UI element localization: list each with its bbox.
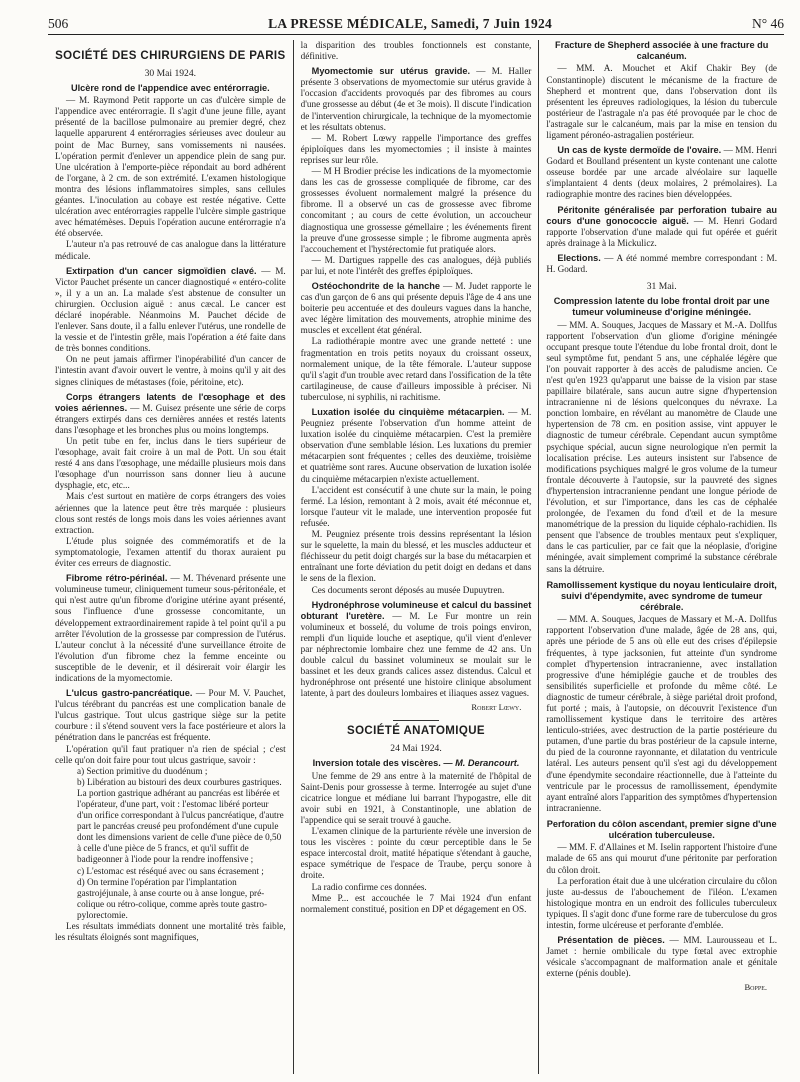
paragraph: — MM. A. Souques, Jacques de Massary et M.-A. Dollfus rapportent l'observation d'une malade, âgée de 28 ans, qui, après une période de 5 ans où elle eut des crises d'épilepsie fréquentes, à type jacksonien, fut atteinte d'un syndrome complet d'hypertension intracranienne, avec installation progressive d'une hémiplégie gauche et de troubles des sensibilités superficielle et profonde du même côté. Le diagnostic de tumeur cérébrale, à siège pariétal droit profond, fut porté ; mais, à l'autopsie, on découvrit l'existence d'un ramollissement kystique dans le territoire des artères lenticulo-striées, avec destruction de la partie postérieure du putamen, d'une partie du bras postérieur de la capsule interne, du pied de la couronne rayonnante, et dilatation du ventricule latéral. Les auteurs pensent qu'il s'est agi du développement d'une épendymite secondaire réactionnelle, due à l'atteinte du ventricule par le processus de ramollissement, épendymite ayant entraîné alors l'apparition des symptômes d'hypertension intracranienne. <box>546 614 778 813</box>
column-1 <box>48 40 293 1074</box>
divider <box>393 720 439 721</box>
paragraph: La radiothérapie montre avec une grande netteté : une fragmentation en trois petits noyaux du croissant osseux, normalement unique, de la tête fémorale. L'auteur suppose qu'il s'agit d'un trouble avec retard dans l'ossification de la tête cartilagineuse, de cause d'ailleurs impossible à préciser. Ni tuberculose, ni syphilis, ni rachitisme. <box>300 336 532 402</box>
paragraph: Myomectomie sur utérus gravide. — M. Haller présente 3 observations de myomectomie sur utérus gravide à l'occasion d'accidents provoqués par des fibromes au cours d'une grossesse au début (4e et 3e mois). Il discute l'indication de l'intervention chirurgicale, la technique de la myomectomie et les résultats obtenus. <box>300 66 532 132</box>
paragraph: Présentation de pièces. — MM. Laurousseau et L. Jamet : hernie ombilicale du type fœtal avec extrophie vésicale s'accompagnant de malformation anale et génitale externe (pénis double). <box>546 935 778 979</box>
article-title: Ramollissement kystique du noyau lenticulaire droit, suivi d'épendymite, avec syndrome de tumeur cérébrale. <box>546 579 777 613</box>
paragraph: M. Peugniez présente trois dessins représentant la lésion sur le squelette, la main du blessé, et les muscles adducteur et fléchisseur du petit doigt chargés sur la base du métacarpien et entraînant une forte déviation du petit doigt en dedans et dans le sens de la flexion. <box>300 529 532 584</box>
article-lead: Fibrome rétro-périnéal. <box>66 573 168 584</box>
session-date: 24 Mai 1924. <box>390 743 442 755</box>
paragraph: Luxation isolée du cinquième métacarpien. — M. Peugniez présente l'observation d'un homme atteint de luxation isolée du cinquième métacarpien. C'est la première observation d'une semblable lésion. Les luxations du premier métacarpien sont fréquentes ; celles des deuxième, troisième et quatrième sont rares. Aucune observation de luxation isolée du cinquième métacarpien n'existe actuellement. <box>300 407 532 484</box>
paragraph: L'opération qu'il faut pratiquer n'a rien de spécial ; c'est celle qu'on doit faire pour tout ulcus gastrique, savoir : <box>55 743 286 765</box>
article-title: Inversion totale des viscères. — M. Derancourt. <box>312 758 520 769</box>
article-lead: Ostéochondrite de la hanche <box>311 280 440 291</box>
paragraph: Péritonite généralisée par perforation tubaire au cours d'une gonococcie aiguë. — M. Henri Godard rapporte l'observation d'une malade qui fut opérée et guérit après drainage à la Mickulicz. <box>546 204 778 248</box>
column-3 <box>538 40 784 1074</box>
session-date: 30 Mai 1924. <box>144 68 197 79</box>
article-title: Perforation du côlon ascendant, premier signe d'une ulcération tuberculeuse. <box>546 818 777 841</box>
page-header <box>48 10 784 35</box>
paragraph: Mme P... est accouchée le 7 Mai 1924 d'un enfant normalement constitué, position en DP et dégagement en OS. <box>300 892 532 914</box>
article-lead: Myomectomie sur utérus gravide. <box>311 66 471 77</box>
article-lead: Présentation de pièces. <box>557 935 665 946</box>
paragraph: Les résultats immédiats donnent une mortalité très faible, les résultats éloignés sont magnifiques, <box>55 921 286 943</box>
paragraph: Ces documents seront déposés au musée Dupuytren. <box>311 584 505 595</box>
paragraph: — MM. A. Mouchet et Akif Chakir Bey (de Constantinople) discutent le mécanisme de la fracture de Shepherd et montrent que, dans l'observation dont ils présentent les épreuves radiologiques, la lésion du tubercule postérieur de l'astragale n'a pas été provoquée par le choc de l'astragale sur le calcanéum, mais par la mise en tension du ligament péronéo-astragalien postérieur. <box>546 63 778 140</box>
columns <box>48 40 784 1074</box>
article-lead: Hydronéphrose volumineuse et calcul du bassinet obturant l'uretère. <box>300 599 532 621</box>
issue-number: N° 46 <box>751 16 784 31</box>
list-item: c) L'estomac est réséqué avec ou sans écrasement ; <box>77 865 264 876</box>
paragraph: L'auteur n'a pas retrouvé de cas analogue dans la littérature médicale. <box>55 239 286 261</box>
paragraph: — M H Brodier précise les indications de la myomectomie dans les cas de grossesse compliquée de fibrome, car des grossesses évoluent normalement malgré la présence du fibrome. Il a observé un cas de grossesse avec fibrome concomitant ; au cours de cette évolution, un accoucheur diagnostiqua une grossesse gémellaire ; les événements firent la preuve d'une grossesse simple ; le fibrome augmenta après l'accouchement et l'hystérectomie fut pratiquée alors. <box>300 166 532 254</box>
paragraph: On ne peut jamais affirmer l'inopérabilité d'un cancer de l'intestin avant d'avoir ouvert le ventre, à moins qu'il y ait des signes cliniques de métastases (foie, péritoine, etc). <box>55 354 286 387</box>
paragraph: Une femme de 29 ans entre à la maternité de l'hôpital de Saint-Denis pour grossesse à terme. Interrogée au sujet d'une cicatrice longue et médiane lui barrant l'hypogastre, elle dit avoir subi en 1921, à Constantinople, une ablation de l'appendice qui se serait trouvé à gauche. <box>300 770 532 826</box>
column-2 <box>293 40 539 1074</box>
signature: Boppe. <box>744 982 768 993</box>
masthead: LA PRESSE MÉDICALE, Samedi, 7 Juin 1924 <box>268 16 553 31</box>
paragraph: Hydronéphrose volumineuse et calcul du bassinet obturant l'uretère. — M. Le Fur montre un rein volumineux et bosselé, du volume de trois poings environ, rempli d'un liquide louche et aseptique, qu'il vient d'enlever par néphrectomie lombaire chez une femme de 42 ans. Un double calcul du bassinet volumineux se moulait sur le bassinet et les deux grands calices assez distendus. Calcul et hydronéphrose ont présenté une histoire clinique absolument latente, à part des douleurs lombaires et iliaques assez vagues. <box>300 599 532 699</box>
paragraph: La perforation était due à une ulcération circulaire du côlon juste au-dessus de l'abouchement de l'iléon. L'examen histologique montra en un endroit des follicules tuberculeux typiques. Il s'agit donc d'une forme rare de tuberculose du gros intestin, forme ulcéreuse et perforante d'emblée. <box>546 875 778 931</box>
paragraph: La radio confirme ces données. <box>311 881 427 892</box>
paragraph: — MM. F. d'Allaines et M. Iselin rapportent l'histoire d'une malade de 65 ans qui mourut d'une péritonite par perforation du côlon droit. <box>546 842 778 875</box>
article-lead: Extirpation d'un cancer sigmoïdien clavé. <box>66 265 257 276</box>
paragraph: Un petit tube en fer, inclus dans le tiers supérieur de l'œsophage, avait fait croire à un mal de Pott. Un sou était resté 4 ans dans l'œsophage, une médaille plusieurs mois dans l'œsophage d'un nourrisson sans donner lieu à aucune dysphagie, etc, etc... <box>55 436 286 491</box>
article-lead: Péritonite généralisée par perforation tubaire au cours d'une gonococcie aiguë. <box>546 204 778 226</box>
paragraph: L'étude plus soignée des commémoratifs et de la symptomatologie, l'examen attentif du thorax auraient pu éviter ces erreurs de diagnostic. <box>55 535 286 569</box>
article-title: Compression latente du lobe frontal droit par une tumeur volumineuse d'origine méningée. <box>553 296 770 318</box>
article-lead: Elections. <box>557 252 601 263</box>
article-lead: Un cas de kyste dermoïde de l'ovaire. <box>557 145 722 156</box>
paragraph: la disparition des troubles fonctionnels est constante, définitive. <box>300 40 532 62</box>
society-title: SOCIÉTÉ ANATOMIQUE <box>347 725 485 738</box>
paragraph: — MM. A. Souques, Jacques de Massary et M.-A. Dollfus rapportent l'observation d'un gliome d'origine méningée occupant presque toute l'étendue du lobe frontal droit, dont le seul symptôme fut, pendant 5 ans, une céphalée légère que l'on pouvait rapporter à des accès de paludisme ancien. Ce n'est qu'en 1923 qu'apparut une baisse de la vision par stase papillaire bilatérale, sans aucun autre signe d'hypertension intracranienne ni de lésions quelconques du névraxe. La ponction lombaire, en révélant au manomètre de Claude une hypertension de 78 cm. en position assise, vint appuyer le diagnostic de tumeur cérébrale. Cependant aucun symptôme psychique spécial, aucun signe neurologique n'en permit la localisation précise. Les auteurs insistent sur l'absence de modifications psychiques malgré le gros volume de la tumeur frontale découverte à l'autopsie, sur la pauvreté des signes d'hypertension intracranienne pendant une longue période de l'évolution, et sur l'importance, dans les cas de céphalée prolongée, de l'examen du fond d'œil et de la mesure manométrique de la pression du liquide céphalo-rachidien. Ils pensent que l'absence de troubles mentaux peut s'expliquer, dans le cas particulier, par ce fait que la néoplasie, d'origine méningée, avait simplement comprimé la substance cérébrale sans la détruire. <box>546 319 778 574</box>
paragraph: — M. Raymond Petit rapporte un cas d'ulcère simple de l'appendice avec entérorragie. Il s'agit d'une jeune fille, ayant présenté de la bacillose pulmonaire au premier degré, chez laquelle apparurent 4 entérorragies sérieuses avec douleur au point de Mac Burney, sans vomissements ni nausées. L'opération permit d'enlever un appendice plein de sang pur. Une ulcération à l'emporte-pièce répondait au bord adhérent de l'organe, à 2 cm. de son extrémité. L'examen histologique montra des lésions inflammatoires simples, sans cellules géantes. L'inoculation au cobaye est restée négative. Cette ulcération avec entérorragies rappelle l'ulcère simple gastrique avec hématémèses. Depuis l'opération aucune entérorragie n'a été observée. <box>55 95 286 239</box>
article-lead: L'ulcus gastro-pancréatique. <box>66 688 193 699</box>
paragraph: Corps étrangers latents de l'œsophage et des voies aériennes. — M. Guisez présente une série de corps étrangers extirpés dans ces dernières années et restés latents dans l'œsophage et les bronches plus ou moins longtemps. <box>55 391 286 435</box>
paragraph: Extirpation d'un cancer sigmoïdien clavé. — M. Victor Pauchet présente un cancer diagnostiqué « entéro-colite », il y a un an. La malade s'est abstenue de consulter un chirurgien. Occlusion aiguë : anus cæcal. Le cancer est déclaré inopérable. Néanmoins M. Pauchet décide de l'enlever. Sans doute, il a fallu enlever l'utérus, une rondelle de la vessie et de l'intestin grêle, mais l'opération a été faite dans de très bonnes conditions. <box>55 265 286 354</box>
article-title: Fracture de Shepherd associée à une fracture du calcanéum. <box>554 40 769 62</box>
society-title: SOCIÉTÉ DES CHIRURGIENS DE PARIS <box>55 50 286 62</box>
paragraph: Ostéochondrite de la hanche — M. Judet rapporte le cas d'un garçon de 6 ans qui présente depuis l'âge de 4 ans une boiterie peu accentuée et des douleurs vagues dans la hanche, avec légère limitation des mouvements, atrophie minime des muscles et excellent état général. <box>300 280 532 336</box>
page-number: 506 <box>48 16 69 31</box>
paragraph: L'ulcus gastro-pancréatique. — Pour M. V. Pauchet, l'ulcus térébrant du pancréas est une complication banale de l'ulcus gastrique. Tout ulcus gastrique siège sur la petite courbure : il s'étend souvent vers la face postérieure et alors la pénétration dans le pancréas est fréquente. <box>55 688 286 743</box>
paragraph: — M. Robert Lœwy rappelle l'importance des greffes épiploïques dans les myomectomies ; il insiste à maintes reprises sur leur rôle. <box>300 132 532 165</box>
paragraph: Mais c'est surtout en matière de corps étrangers des voies aériennes que la latence peut être très marquée : plusieurs clous sont restés de longs mois dans les voies aériennes avant extraction. <box>55 491 286 535</box>
article-lead: Luxation isolée du cinquième métacarpien. <box>311 407 505 417</box>
paragraph: Elections. — A été nommé membre correspondant : M. H. Godard. <box>546 252 778 274</box>
paragraph: Un cas de kyste dermoïde de l'ovaire. — MM. Henri Godard et Boulland présentent un kyste contenant une calotte osseuse bordée par une arcade alvéolaire sur laquelle s'implantaient 4 dents (deux molaires, 2 prémolaires). La radiographie montre des racines bien développées. <box>546 145 778 200</box>
article-lead: Corps étrangers latents de l'œsophage et des voies aériennes. <box>55 391 286 413</box>
list-item: b) Libération au bistouri des deux courbures gastriques. La portion gastrique adhérant au pancréas est libérée et l'opérateur, d'une part, voit : l'estomac libéré porteur d'un orifice correspondant à l'ulcus pancréatique, d'autre part le pancréas creusé peu profondément d'une cupule dont les dimensions varient de celle d'une pièce de 0,50 à celle d'une pièce de 5 francs, et qu'il suffit de badigeonner à l'iode pour la rendre inoffensive ; <box>77 776 284 865</box>
list-item: d) On termine l'opération par l'implantation gastrojéjunale, à anse courte ou à anse longue, pré-colique ou rétro-colique, comme après toute gastro-pylorectomie. <box>77 876 268 920</box>
paragraph: L'accident est consécutif à une chute sur la main, le poing fermé. La lésion, remontant à 2 mois, avait été méconnue et, lorsque l'auteur vit le malade, une intervention proposée fut refusée. <box>300 484 532 528</box>
session-date: 31 Mai. <box>646 281 677 293</box>
paragraph: Fibrome rétro-périnéal. — M. Thévenard présente une volumineuse tumeur, cliniquement tumeur sous-péritonéale, et qui n'est autre qu'un fibrome d'origine utérine ayant présenté, sous l'influence d'une grossesse concomitante, un développement extraordinairement rapide à tel point qu'il a pu arrêter l'évolution de la grossesse par compression de l'utérus. L'auteur conclut à la nécessité d'une surveillance étroite de l'évolution d'un fibrome chez la femme enceinte ou susceptible de le devenir, et il désirerait voir élargir les indications de la myomectomie. <box>55 573 286 683</box>
list-item: a) Section primitive du duodénum ; <box>77 765 208 776</box>
signature: Robert Lœwy. <box>471 702 522 713</box>
paragraph: L'examen clinique de la parturiente révèle une inversion de tous les viscères : pointe du cœur perceptible dans le 5e espace intercostal droit, matité hépatique s'étendant à gauche, espace symétrique de l'espace de Traube, perçu sonore à droite. <box>300 826 532 881</box>
procedure-list <box>55 766 286 921</box>
article-title: Ulcère rond de l'appendice avec entérorragie. <box>70 83 270 93</box>
paragraph: — M. Dartigues rappelle des cas analogues, déjà publiés par lui, et note l'intérêt des greffes épiploïques. <box>300 254 532 276</box>
